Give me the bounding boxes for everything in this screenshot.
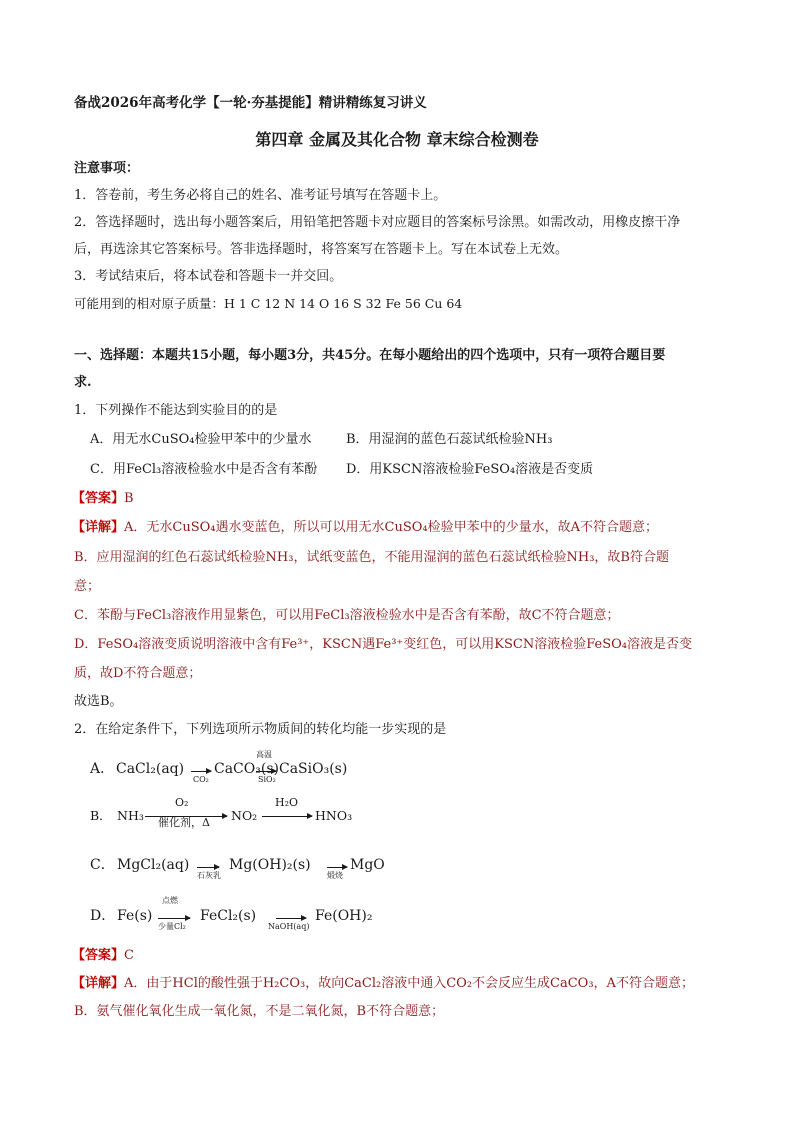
- atomic-masses: 可能用到的相对原子质量：H 1 C 12 N 14 O 16 S 32 Fe 56 Cu 64: [74, 296, 463, 311]
- reaction-arrow: [276, 918, 306, 919]
- q2-answer: [72, 947, 134, 965]
- q2d-condition-below-1: 少量Cl₂: [158, 922, 186, 931]
- answer-label: 【答案】: [72, 948, 125, 963]
- q1-detail-line: 【详解】A．无水CuSO₄遇水变蓝色，所以可以用无水CuSO₄检验甲苯中的少量水，故A不符合题意；: [72, 520, 658, 535]
- notes-item: 2．答选择题时，选出每小题答案后，用铅笔把答题卡对应题目的答案标号涂黑。如需改动，用橡皮擦干净: [74, 215, 681, 230]
- reaction-arrow: [191, 771, 211, 772]
- q1-option-a: A．用无水CuSO₄检验甲苯中的少量水: [90, 432, 312, 447]
- q2c-substance-2: Mg(OH)₂(s): [229, 857, 311, 873]
- q1-option-d: D．用KSCN溶液检验FeSO₄溶液是否变质: [346, 462, 594, 477]
- question-1-stem: 1．下列操作不能达到实验目的的是: [74, 403, 278, 418]
- q1-option-c: C．用FeCl₃溶液检验水中是否含有苯酚: [90, 462, 318, 477]
- reaction-arrow: [262, 816, 312, 817]
- q2b-substance-1: NH₃: [117, 808, 144, 823]
- reaction-arrow: [327, 867, 347, 868]
- q2-option-b: B．: [90, 808, 112, 823]
- q2b-condition-above-1: O₂: [175, 796, 189, 809]
- q2b-condition-below-1: 催化剂，Δ: [158, 816, 210, 829]
- reaction-arrow: [256, 771, 276, 772]
- document-header: 备战2026年高考化学【一轮·夯基提能】精讲精练复习讲义: [74, 95, 427, 111]
- q2d-condition-below-2: NaOH(aq): [268, 922, 310, 931]
- q2d-substance-1: Fe(s): [117, 908, 153, 924]
- q1-conclusion: 故选B。: [74, 694, 123, 709]
- q2a-condition-above-2: 高温: [256, 750, 272, 759]
- q2b-substance-3: HNO₃: [315, 808, 353, 823]
- q2c-substance-3: MgO: [350, 857, 385, 873]
- q1-detail-line: C．苯酚与FeCl₃溶液作用显紫色，可以用FeCl₃溶液检验水中是否含有苯酚，故C不符合题意；: [74, 608, 620, 623]
- q2d-substance-3: Fe(OH)₂: [315, 908, 373, 924]
- q2d-condition-above-1: 点燃: [162, 896, 178, 905]
- notes-item: 3．考试结束后，将本试卷和答题卡一并交回。: [74, 269, 343, 284]
- q1-detail-line: D．FeSO₄溶液变质说明溶液中含有Fe³⁺，KSCN遇Fe³⁺变红色，可以用KSCN溶液检验FeSO₄溶液是否变: [74, 637, 693, 652]
- notes-heading: 注意事项：: [74, 161, 140, 176]
- q2d-substance-2: FeCl₂(s): [200, 908, 257, 924]
- q2-option-a: A．: [90, 761, 115, 777]
- q2-detail-line: 【详解】A．由于HCl的酸性强于H₂CO₃，故向CaCl₂溶液中通入CO₂不会反应生成CaCO₃，A不符合题意；: [72, 976, 694, 991]
- q2a-substance-1: CaCl₂(aq): [116, 761, 185, 777]
- q1-option-b: B．用湿润的蓝色石蕊试纸检验NH₃: [346, 432, 553, 447]
- detail-label: 【详解】: [72, 520, 125, 535]
- q2a-substance-3: CaSiO₃(s): [279, 761, 348, 777]
- q2c-condition-below-1: 石灰乳: [197, 871, 221, 880]
- q2-detail-line: B．氨气催化氧化生成一氧化氮，不是二氧化氮，B不符合题意；: [74, 1004, 445, 1019]
- section-heading-cont: 求.: [74, 375, 92, 390]
- q2a-condition-below-1: CO₂: [193, 775, 209, 784]
- q1-detail-line: B．应用湿润的红色石蕊试纸检验NH₃，试纸变蓝色，不能用湿润的蓝色石蕊试纸检验NH₃，故B符合题: [74, 550, 669, 565]
- q2b-substance-2: NO₂: [231, 808, 258, 823]
- q1-answer: [72, 490, 134, 508]
- q2-option-c: C．: [90, 857, 115, 873]
- answer-label: 【答案】: [72, 491, 125, 506]
- q2c-substance-1: MgCl₂(aq): [117, 857, 190, 873]
- q2a-substance-2: CaCO₃(s): [214, 761, 279, 777]
- section-heading: 一、选择题：本题共15小题，每小题3分，共45分。在每小题给出的四个选项中，只有一项符合题目要: [74, 348, 666, 363]
- q1-detail-line: 意；: [74, 579, 101, 594]
- reaction-arrow: [197, 867, 219, 868]
- answer-value: B: [124, 491, 134, 506]
- answer-value: C: [124, 948, 134, 963]
- page-title: 第四章 金属及其化合物 章末综合检测卷: [255, 130, 539, 149]
- q1-detail-line: 质，故D不符合题意；: [74, 666, 202, 681]
- notes-item: 1．答卷前，考生务必将自己的姓名、准考证号填写在答题卡上。: [74, 188, 447, 203]
- notes-item: 后，再选涂其它答案标号。答非选择题时，将答案写在答题卡上。写在本试卷上无效。: [74, 242, 569, 257]
- q2b-condition-above-2: H₂O: [275, 796, 299, 809]
- question-2-stem: 2．在给定条件下，下列选项所示物质间的转化均能一步实现的是: [74, 722, 447, 737]
- q2-option-d: D．: [90, 908, 116, 924]
- q2c-condition-below-2: 煅烧: [327, 871, 343, 880]
- q2a-condition-below-2: SiO₂: [258, 775, 276, 784]
- detail-label: 【详解】: [72, 976, 125, 991]
- reaction-arrow: [158, 918, 190, 919]
